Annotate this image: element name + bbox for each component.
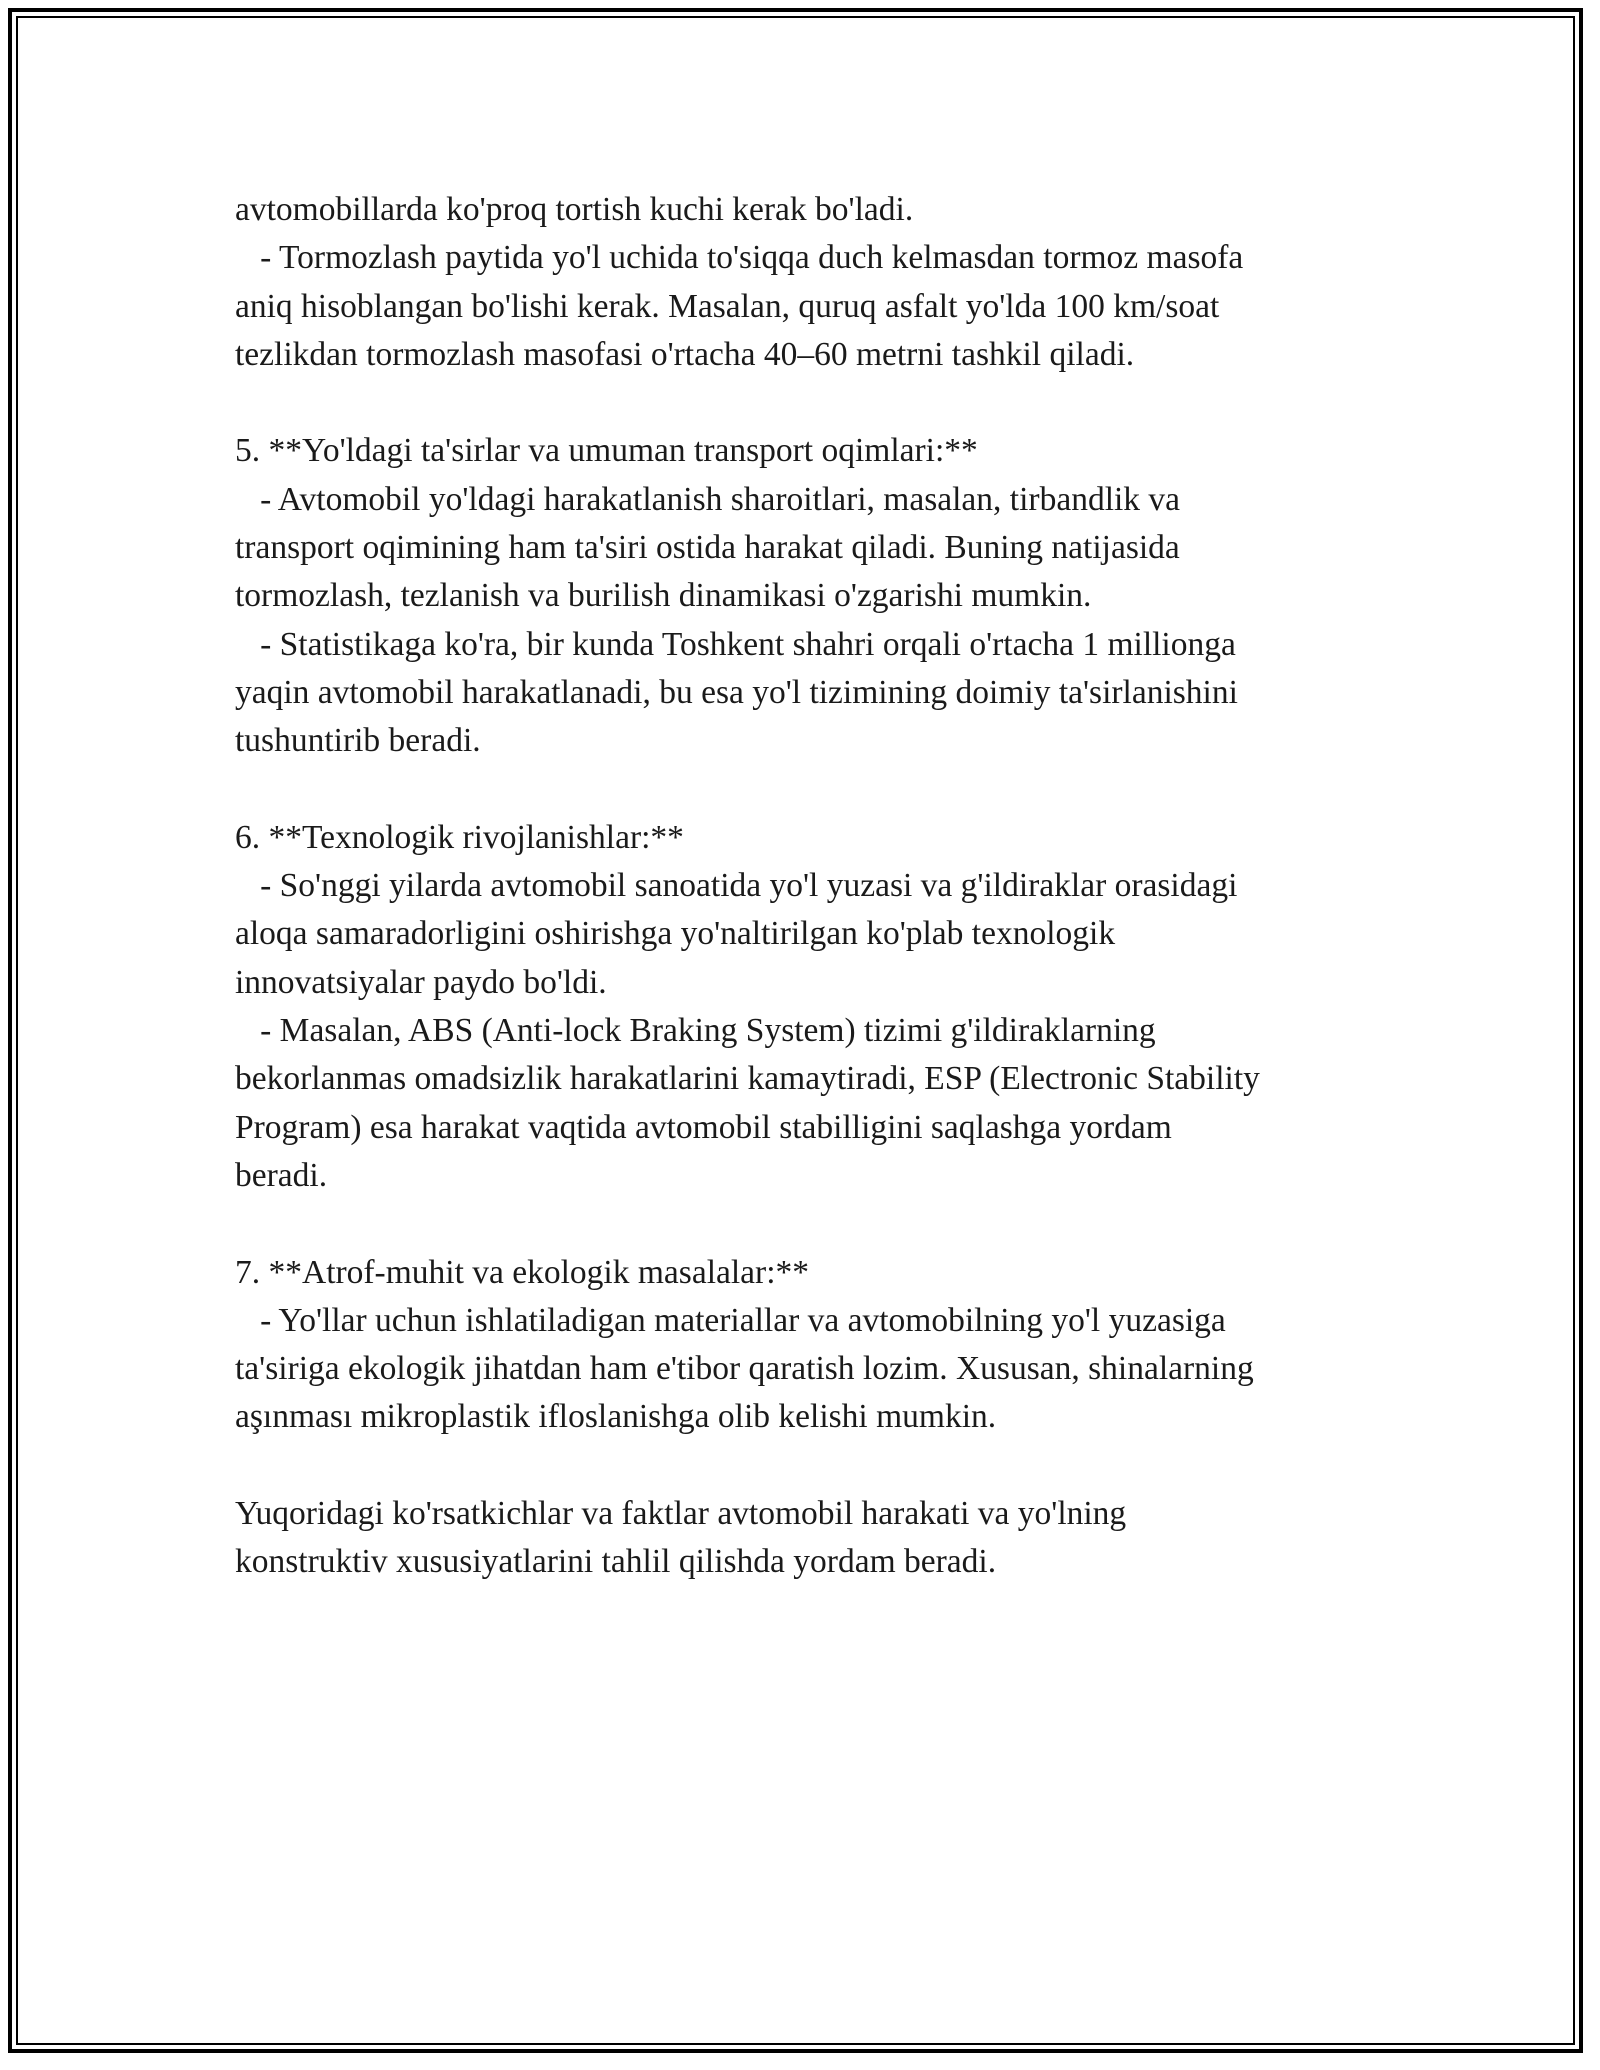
section-heading: 7. **Atrof-muhit va ekologik masalalar:** bbox=[235, 1253, 810, 1291]
text-line: aloqa samaradorligini oshirishga yo'naltirilgan ko'plab texnologik bbox=[235, 915, 1116, 953]
text-line: - Tormozlash paytida yo'l uchida to'siqqa duch kelmasdan tormoz masofa bbox=[235, 239, 1244, 277]
text-line: tezlikdan tormozlash masofasi o'rtacha 40–60 metrni tashkil qiladi. bbox=[235, 335, 1135, 373]
text-line: bekorlanmas omadsizlik harakatlarini kamaytiradi, ESP (Electronic Stability bbox=[235, 1060, 1260, 1098]
text-line: - Masalan, ABS (Anti-lock Braking System) tizimi g'ildiraklarning bbox=[235, 1012, 1156, 1050]
text-line: tushuntirib beradi. bbox=[235, 722, 481, 760]
text-line: aniq hisoblangan bo'lishi kerak. Masalan, quruq asfalt yo'lda 100 km/soat bbox=[235, 287, 1220, 325]
blank-line bbox=[235, 379, 1395, 427]
blank-line bbox=[235, 766, 1395, 814]
text-line: - Statistikaga ko'ra, bir kunda Toshkent shahri orqali o'rtacha 1 millionga bbox=[235, 625, 1236, 663]
section-heading: 6. **Texnologik rivojlanishlar:** bbox=[235, 818, 684, 856]
blank-line bbox=[235, 1442, 1395, 1490]
text-line: avtomobillarda ko'proq tortish kuchi kerak bo'ladi. bbox=[235, 191, 914, 228]
text-line: - So'nggi yilarda avtomobil sanoatida yo'l yuzasi va g'ildiraklar orasidagi bbox=[235, 867, 1238, 905]
text-line: beradi. bbox=[235, 1156, 328, 1194]
conclusion-line: Yuqoridagi ko'rsatkichlar va faktlar avtomobil harakati va yo'lning bbox=[235, 1495, 1127, 1533]
text-line: innovatsiyalar paydo bo'ldi. bbox=[235, 963, 607, 1001]
text-line: transport oqimining ham ta'siri ostida harakat qiladi. Buning natijasida bbox=[235, 529, 1180, 567]
text-line: yaqin avtomobil harakatlanadi, bu esa yo'l tizimining doimiy ta'sirlanishini bbox=[235, 673, 1238, 711]
text-line: Program) esa harakat vaqtida avtomobil stabilligini saqlashga yordam bbox=[235, 1108, 1172, 1146]
document-body bbox=[235, 186, 1395, 1587]
blank-line bbox=[235, 1200, 1395, 1248]
text-line: aşınması mikroplastik ifloslanishga olib kelishi mumkin. bbox=[235, 1398, 997, 1436]
text-line: tormozlash, tezlanish va burilish dinamikasi o'zgarishi mumkin. bbox=[235, 577, 1092, 615]
text-line: - Avtomobil yo'ldagi harakatlanish sharoitlari, masalan, tirbandlik va bbox=[235, 480, 1181, 518]
text-line: ta'siriga ekologik jihatdan ham e'tibor qaratish lozim. Xususan, shinalarning bbox=[235, 1350, 1254, 1388]
section-heading: 5. **Yo'ldagi ta'sirlar va umuman transport oqimlari:** bbox=[235, 432, 978, 470]
conclusion-line: konstruktiv xususiyatlarini tahlil qilishda yordam beradi. bbox=[235, 1543, 997, 1581]
text-line: - Yo'llar uchun ishlatiladigan materiallar va avtomobilning yo'l yuzasiga bbox=[235, 1301, 1226, 1339]
